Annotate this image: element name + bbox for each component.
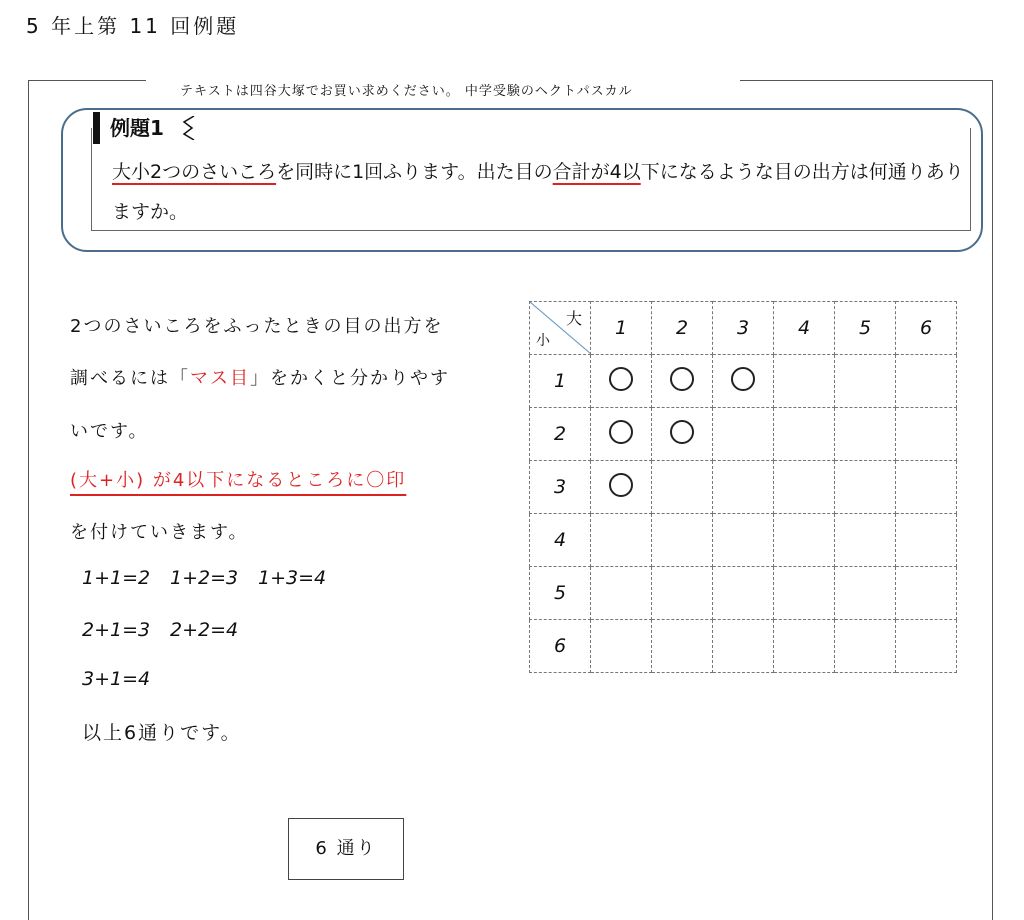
col-header: 6	[896, 302, 957, 355]
row-header: 3	[530, 461, 591, 514]
grid-cell	[835, 567, 896, 620]
grid-row	[530, 567, 957, 620]
problem-text-highlight: 合計が4以	[552, 161, 641, 183]
title-tip-icon	[182, 116, 196, 140]
grid-corner	[530, 302, 591, 355]
circle-mark-icon	[670, 367, 694, 391]
corner-label-big: 大	[565, 309, 582, 328]
explanation-line-2a: 調べるには「	[70, 368, 190, 389]
explanation-line-3: いです。	[70, 421, 149, 442]
grid-cell	[774, 408, 835, 461]
circle-mark-icon	[731, 367, 755, 391]
row-header: 6	[530, 620, 591, 673]
grid-cell	[896, 461, 957, 514]
problem-title: 例題1	[93, 112, 194, 144]
grid-cell	[591, 461, 652, 514]
grid-cell	[713, 461, 774, 514]
frame-top-left-line	[28, 80, 146, 81]
col-header: 4	[774, 302, 835, 355]
grid-cell	[591, 514, 652, 567]
equation-2: 1+2=3	[170, 567, 239, 589]
grid-row	[530, 408, 957, 461]
equation-6: 3+1=4	[82, 668, 151, 690]
explanation-line-2	[70, 364, 490, 390]
grid-cell	[835, 461, 896, 514]
col-header: 3	[713, 302, 774, 355]
grid-cell	[713, 620, 774, 673]
grid-cell	[774, 620, 835, 673]
grid-row	[530, 514, 957, 567]
equation-1: 1+1=2	[82, 567, 151, 589]
grid-cell	[713, 408, 774, 461]
row-header: 1	[530, 355, 591, 408]
grid-cell	[896, 514, 957, 567]
dice-grid	[529, 301, 957, 673]
grid-cell	[774, 461, 835, 514]
conclusion: 以上6通りです。	[82, 722, 242, 744]
frame-top-right-line	[740, 80, 992, 81]
problem-text-after: 下になるような目の出方は何通りありますか。	[112, 161, 964, 223]
problem-text-dice: 大小2つのさいころ	[112, 161, 277, 183]
problem-text	[112, 152, 972, 232]
grid-cell	[652, 355, 713, 408]
grid-cell	[896, 355, 957, 408]
answer-box: 6 通り	[288, 818, 404, 880]
grid-cell	[774, 514, 835, 567]
grid-row	[530, 355, 957, 408]
grid-cell	[652, 567, 713, 620]
credit-line: テキストは四谷大塚でお買い求めください。 中学受験のヘクトパスカル	[180, 84, 633, 99]
row-header: 2	[530, 408, 591, 461]
row-header: 4	[530, 514, 591, 567]
grid-cell	[713, 567, 774, 620]
explanation-line-5: を付けていきます。	[70, 522, 249, 543]
col-header: 1	[591, 302, 652, 355]
row-header: 5	[530, 567, 591, 620]
grid-cell	[835, 355, 896, 408]
grid-cell	[896, 408, 957, 461]
explanation-line-2b: 」をかくと分かりやす	[250, 368, 450, 389]
circle-mark-icon	[609, 473, 633, 497]
problem-text-middle: を同時に1回ふります。出た目の	[276, 161, 553, 183]
grid-cell	[835, 514, 896, 567]
grid-cell	[591, 408, 652, 461]
equation-5: 2+2=4	[170, 619, 239, 641]
grid-row	[530, 620, 957, 673]
grid-cell	[835, 408, 896, 461]
col-header: 2	[652, 302, 713, 355]
grid-cell	[896, 620, 957, 673]
grid-cell	[591, 355, 652, 408]
grid-cell	[591, 620, 652, 673]
grid-cell	[835, 620, 896, 673]
circle-mark-icon	[609, 367, 633, 391]
explanation-red-rule: (大+小) が4以下になるところに〇印	[70, 470, 407, 491]
grid-cell	[713, 355, 774, 408]
grid-cell	[774, 567, 835, 620]
grid-cell	[652, 408, 713, 461]
col-header: 5	[835, 302, 896, 355]
grid-cell	[652, 461, 713, 514]
grid-cell	[591, 567, 652, 620]
corner-label-small: 小	[536, 333, 550, 349]
equation-4: 2+1=3	[82, 619, 151, 641]
circle-mark-icon	[670, 420, 694, 444]
explanation-grid-term: マス目	[190, 368, 250, 389]
grid-row	[530, 461, 957, 514]
page-header: 5 年上第 11 回例題	[26, 14, 240, 38]
grid-cell	[652, 620, 713, 673]
circle-mark-icon	[609, 420, 633, 444]
grid-cell	[774, 355, 835, 408]
grid-cell	[652, 514, 713, 567]
explanation-line-1: 2つのさいころをふったときの目の出方を	[70, 316, 444, 337]
grid-cell	[896, 567, 957, 620]
equation-3: 1+3=4	[258, 567, 327, 589]
grid-cell	[713, 514, 774, 567]
